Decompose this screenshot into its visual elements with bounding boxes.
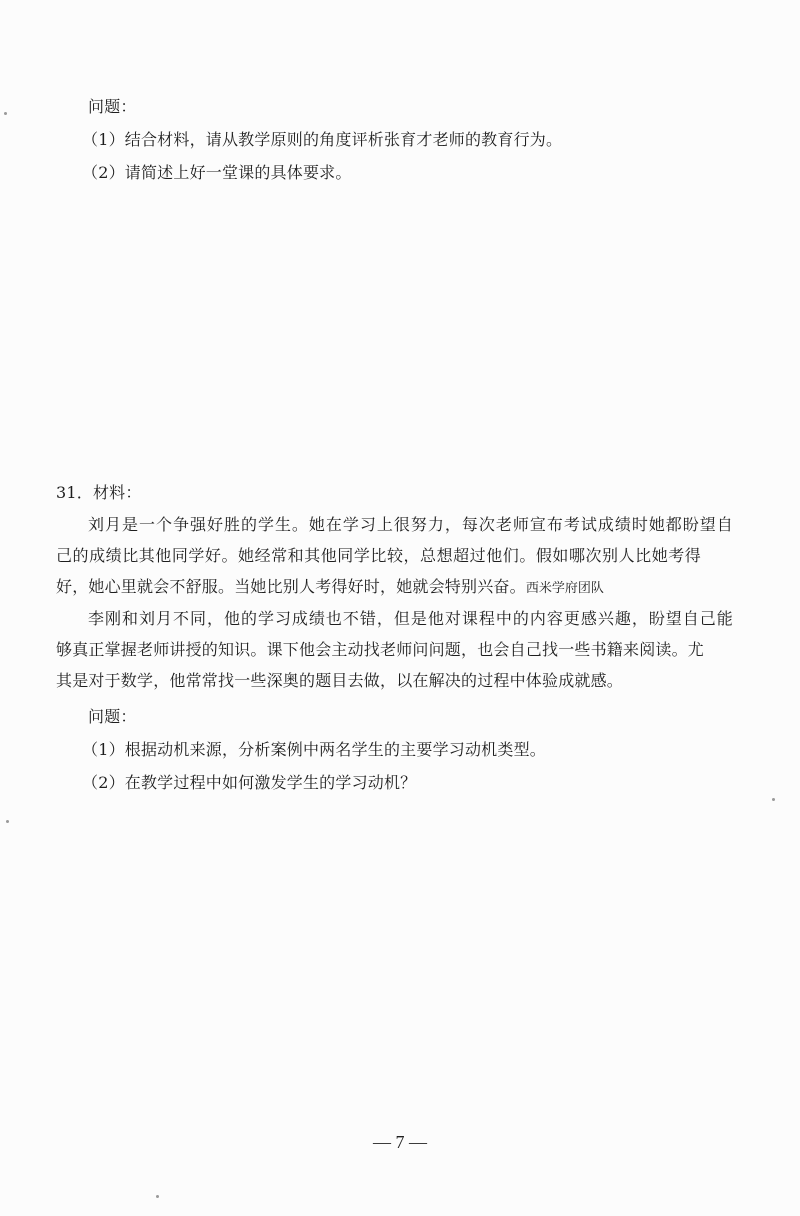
q31-para2-line3: 其是对于数学，他常常找一些深奥的题目去做，以在解决的过程中体验成就感。 (56, 671, 624, 690)
q31-para1-line3 (56, 577, 604, 599)
page-number: — 7 — (373, 1132, 427, 1152)
q31-para1-line2: 己的成绩比其他同学好。她经常和其他同学比较，总想超过他们。假如哪次别人比她考得 (56, 546, 701, 565)
scan-speck (772, 798, 775, 801)
q31-para1-line1: 刘月是一个争强好胜的学生。她在学习上很努力，每次老师宣布考试成绩时她都盼望自 (88, 515, 733, 534)
watermark-text: 西米学府团队 (525, 581, 604, 596)
scan-speck (4, 112, 7, 115)
q30-questions-label: 问题： (88, 97, 137, 116)
q31-question-1: （1）根据动机来源，分析案例中两名学生的主要学习动机类型。 (82, 740, 546, 759)
q31-questions-label: 问题： (88, 707, 137, 726)
q31-question-2: （2）在教学过程中如何激发学生的学习动机？ (82, 773, 417, 792)
scan-speck (156, 1195, 159, 1198)
q31-para2-line2: 够真正掌握老师讲授的知识。课下他会主动找老师问问题，也会自己找一些书籍来阅读。尤 (56, 640, 705, 659)
q30-question-1: （1）结合材料，请从教学原则的角度评析张育才老师的教育行为。 (82, 130, 563, 149)
q30-question-2: （2）请简述上好一堂课的具体要求。 (82, 163, 352, 182)
q31-para2-line1: 李刚和刘月不同，他的学习成绩也不错，但是他对课程中的内容更感兴趣，盼望自己能 (88, 609, 733, 628)
q31-heading: 31．材料： (56, 483, 142, 502)
q31-para1-line3-text: 好，她心里就会不舒服。当她比别人考得好时，她就会特别兴奋。 (56, 577, 526, 596)
scan-speck (6, 820, 9, 823)
